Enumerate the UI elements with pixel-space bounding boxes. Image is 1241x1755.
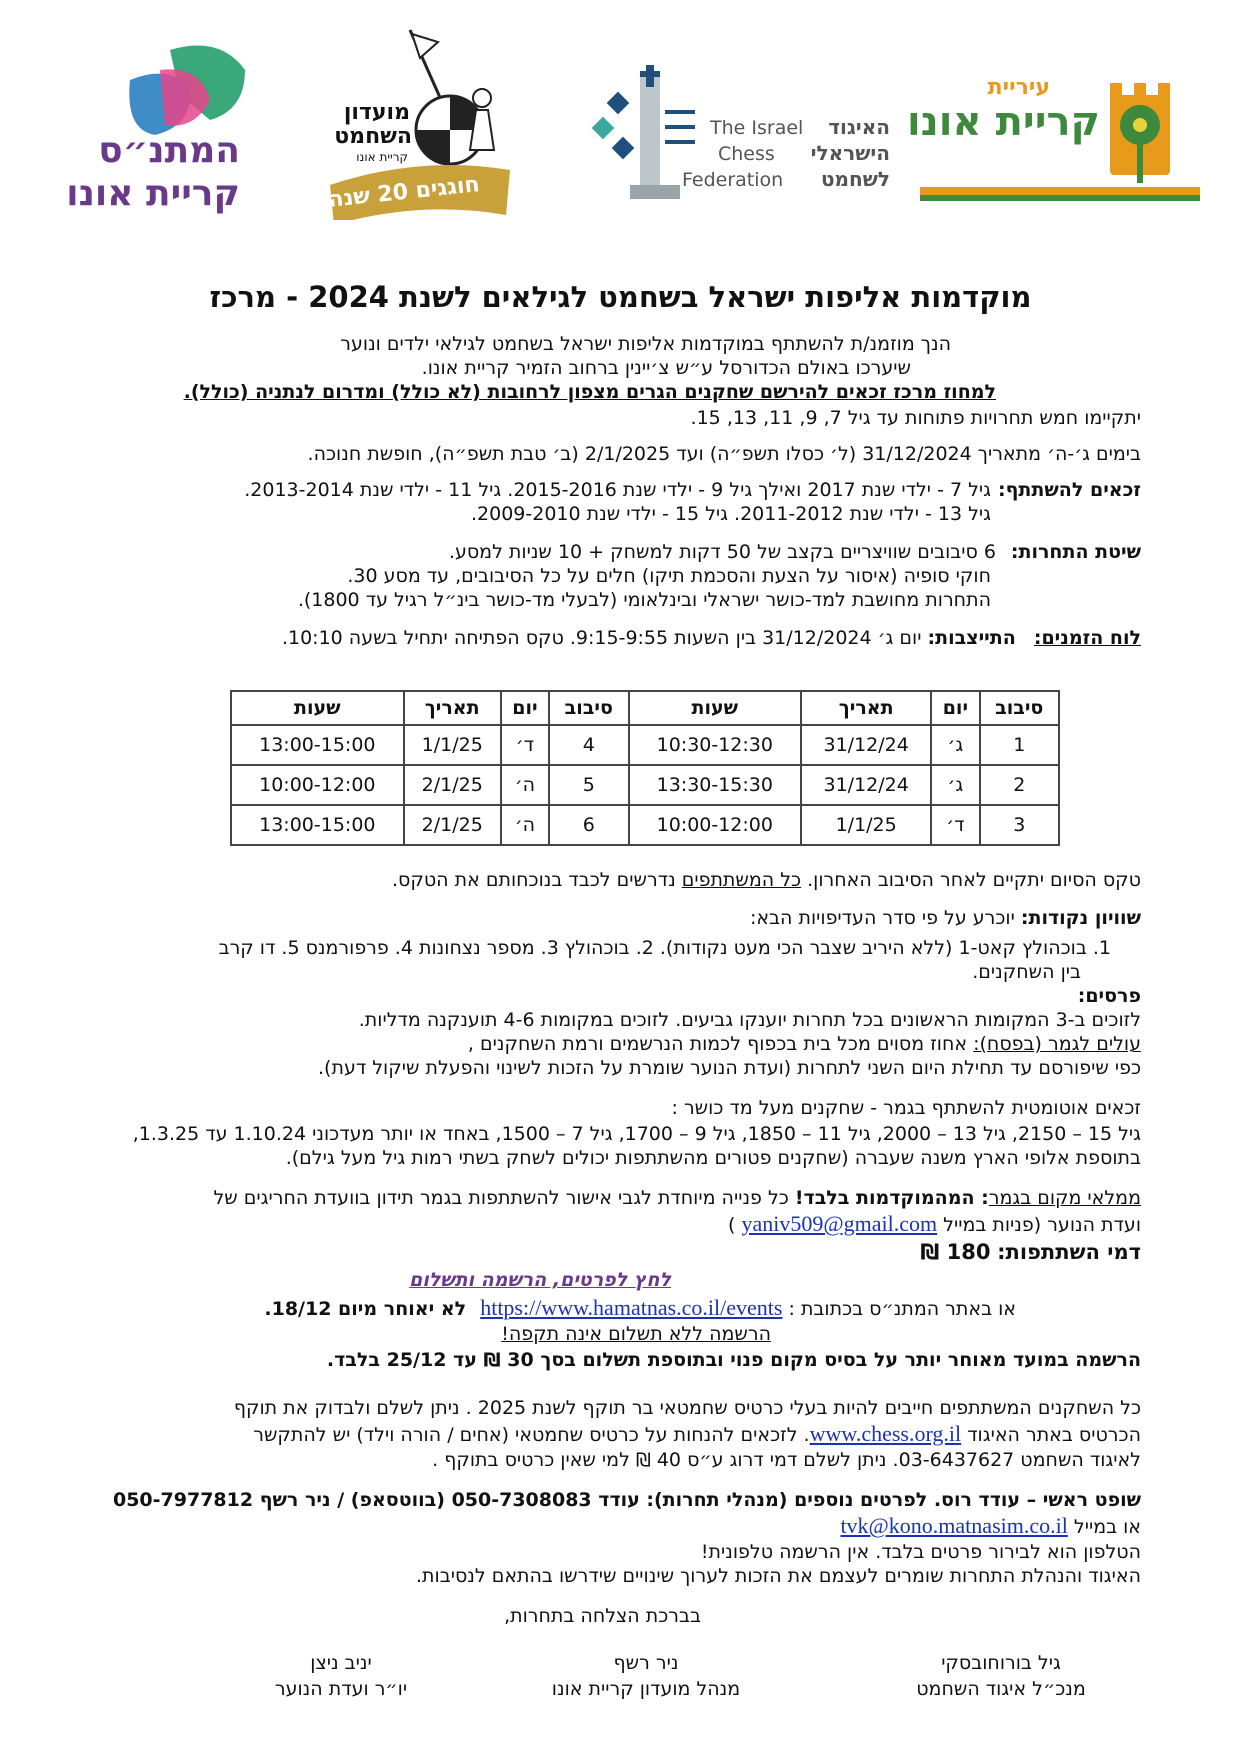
cell-hours: 10:00-12:00 [231, 765, 404, 805]
header-hours: שעות [231, 691, 404, 725]
register-deadline: לא יאוחר מיום 18/12. [264, 1298, 467, 1320]
federation-en1: The Israel [710, 117, 804, 139]
closing-line [392, 868, 1141, 892]
cell-round: 4 [549, 725, 628, 765]
prizes-line2b: אחוז מסוים מכל בית בכפוף לכמות הנרשמים ורמת השחקנים , [467, 1033, 974, 1055]
card-line3: לאיגוד השחמט 03-6437627. ניתן לשלם דמי דרוג ע״ס 40 ₪ למי שאין כרטיס בתוקף . [432, 1449, 1141, 1471]
eligible-line2: גיל 13 - ילדי שנת 2011-2012. גיל 15 - ילדי שנת 2009-2010. [471, 503, 991, 525]
contact-line4: האיגוד והנהלת התחרות שומרים לעצמם את הזכות לערוך שינויים שידרשו בהתאם לנסיבות. [416, 1565, 1141, 1587]
auto-line1: זכאים אוטומטית להשתתף בגמר - שחקנים מעל מד כושר : [671, 1097, 1141, 1119]
cell-day: ג׳ [931, 765, 979, 805]
cell-round: 5 [549, 765, 628, 805]
prizes-line3: כפי שיפורסם עד תחילת היום השני לתחרות (ועדת הנוער שומרת על הזכות לשינוי והפעלת שיקול דעת). [318, 1057, 1141, 1079]
contact-email-link[interactable]: tvk@kono.matnasim.co.il [840, 1513, 1068, 1538]
fee-label: דמי השתתפות: [997, 1240, 1141, 1264]
fill-d: ועדת הנוער (פניות במייל [943, 1214, 1141, 1236]
prizes-line1: לזוכים ב-3 המקומות הראשונים בכל תחרות יוענקו גביעים. לזוכים במקומות 4-6 תוענקנה מדליות. [358, 1009, 1141, 1031]
cell-day: ד׳ [931, 805, 979, 845]
eligible-label: זכאים להשתתף: [998, 479, 1141, 501]
signature-role: יו״ר ועדת הנוער [274, 1678, 408, 1700]
cell-round: 2 [980, 765, 1059, 805]
card-line2a: הכרטיס באתר האיגוד [967, 1424, 1141, 1446]
header-day: יום [931, 691, 979, 725]
fill-line [213, 1186, 1141, 1210]
method-line2: חוקי סופיה (איסור על הצעת והסכמת תיקו) חלים על כל הסיבובים, עד מסע 30. [347, 565, 991, 587]
matnas-events-link[interactable]: https://www.hamatnas.co.il/events [480, 1295, 783, 1320]
closing-a: טקס הסיום יתקיים לאחר הסיבוב האחרון. [807, 869, 1141, 891]
matnas-logo [66, 35, 270, 215]
matnas-line2: קריית אונו [66, 173, 240, 214]
youth-email-link[interactable]: yaniv509@gmail.com [741, 1211, 938, 1236]
cell-day: ה׳ [501, 765, 549, 805]
club-ribbon: חוגגים 20 שנה [327, 172, 481, 213]
register-nopay: הרשמה ללא תשלום אינה תקפה! [501, 1323, 771, 1345]
club-line2: השחמט [334, 124, 412, 149]
intro-line-1: הנך מוזמנ/ת להשתתף במוקדמות אליפות ישראל בשחמט לגילאי ילדים ונוער [340, 333, 951, 355]
cell-round: 3 [980, 805, 1059, 845]
kono-line2: קריית אונו [906, 99, 1100, 145]
cell-date: 31/12/24 [801, 765, 931, 805]
closing-c: נדרשים לכבד בנוכחותם את הטקס. [392, 869, 676, 891]
intro-line-3: למחוז מרכז זכאים להירשם שחקנים הגרים מצפון לרחובות (לא כולל) ומדרום לנתניה (כולל). [183, 381, 996, 403]
cell-hours: 10:00-12:00 [629, 805, 802, 845]
eligible-line1: גיל 7 - ילדי שנת 2017 ואילך גיל 9 - ילדי שנת 2015-2016. גיל 11 - ילדי שנת 2013-2014. [244, 479, 991, 501]
register-link[interactable]: לחץ לפרטים, הרשמה ותשלום [409, 1269, 671, 1291]
cell-day: ג׳ [931, 725, 979, 765]
cell-date: 1/1/25 [801, 805, 931, 845]
tiebreak-text: יוכרע על פי סדר העדיפויות הבא: [749, 907, 1015, 929]
federation-logo [590, 65, 890, 205]
table-row [231, 805, 1059, 845]
method-line1: 6 סיבובים שוויצריים בקצב של 50 דקות למשחק + 10 שניות למסע. [448, 541, 996, 563]
cell-date: 1/1/25 [404, 725, 501, 765]
header-day: יום [501, 691, 549, 725]
intro-line-2: שיערכו באולם הכדורסל ע״ש צ׳יינין ברחוב הזמיר קריית אונו. [421, 357, 911, 379]
cell-day: ד׳ [501, 725, 549, 765]
signature-1 [871, 1650, 1131, 1702]
chess-org-link[interactable]: www.chess.org.il [809, 1421, 962, 1446]
timetable-line [282, 626, 1141, 650]
signature-name: גיל בורוחובסקי [941, 1652, 1061, 1674]
fill-b: : המהמוקדמות בלבד! [794, 1187, 989, 1209]
federation-en2: Chess [718, 143, 775, 165]
prizes-label: פרסים: [1077, 985, 1141, 1007]
register-site-line [264, 1296, 1016, 1321]
method-label: שיטת התחרות: [1010, 541, 1141, 563]
timetable-text: יום ג׳ 31/12/2024 בין השעות 9:15-9:55. טקס הפתיחה יתחיל בשעה 10:10. [281, 627, 922, 649]
prizes-line2 [468, 1032, 1141, 1056]
logo-strip [0, 20, 1241, 220]
cell-round: 6 [549, 805, 628, 845]
cell-day: ה׳ [501, 805, 549, 845]
schedule-table [230, 690, 1060, 846]
header-date: תאריך [404, 691, 501, 725]
card-line1: כל השחקנים המשתתפים חייבים להיות בעלי כרטיס שחמטאי בר תוקף לשנת 2025 . ניתן לשלם ולבדוק את תוקף [233, 1397, 1141, 1419]
header-round: סיבוב [980, 691, 1059, 725]
kono-line1: עיריית [987, 75, 1050, 100]
club-logo [320, 20, 520, 220]
blessing: בברכת הצלחה בתחרות, [504, 1605, 701, 1627]
matnas-line1: המתנ״ס [98, 130, 240, 171]
register-orsite: או באתר המתנ״ס בכתובת : [788, 1298, 1016, 1320]
header-hours: שעות [629, 691, 802, 725]
card-line2 [253, 1422, 1141, 1447]
signature-name: יניב ניצן [310, 1652, 372, 1674]
club-line3: קריית אונו [356, 150, 408, 164]
closing-b: כל המשתתפים [681, 869, 802, 891]
table-row [231, 725, 1059, 765]
federation-heb1: האיגוד [828, 115, 890, 139]
cell-round: 1 [980, 725, 1059, 765]
kono-logo [906, 75, 1200, 205]
cell-date: 31/12/24 [801, 725, 931, 765]
card-line2b: . לזכאים להנחות על כרטיס שחמטאי (אחים / הורה וילד) יש להתקשר [253, 1424, 810, 1446]
auto-line3: בתוספת אלופי הארץ משנה שעברה (שחקנים פטורים מהשתתפות יכולים לשחק בשתי רמות גיל מעל גילם). [285, 1147, 1141, 1169]
federation-heb2: הישראלי [810, 141, 890, 165]
tiebreak-line2: בין השחקנים. [972, 961, 1081, 983]
matnas-shapes-icon [70, 35, 270, 145]
signature-2 [516, 1650, 776, 1702]
cell-date: 2/1/25 [404, 805, 501, 845]
contact-line1: שופט ראשי – עודד רוס. לפרטים נוספים (מנהלי תחרות): עודד 050-7308083 (בווטסאפ) / ניר רשף 050-7977812 [112, 1489, 1141, 1511]
tiebreak-line [750, 906, 1141, 930]
signature-role: מנהל מועדון קריית אונו [551, 1678, 741, 1700]
fee-value: 180 ₪ [920, 1240, 991, 1264]
register-late: הרשמה במועד מאוחר יותר על בסיס מקום פנוי ובתוספת תשלום בסך 30 ₪ עד 25/12 בלבד. [326, 1349, 1141, 1371]
method-line3: התחרות מחושבת למד-כושר ישראלי ובינלאומי (לבעלי מד-כושר בינ״ל רגיל עד 1800). [297, 589, 991, 611]
prizes-line2a: עולים לגמר (בפסח): [973, 1033, 1141, 1055]
contact-line2 [840, 1514, 1141, 1539]
contact-line2a: או במייל [1073, 1516, 1141, 1538]
schedule-header-row [231, 691, 1059, 725]
auto-line2: גיל 15 – 2150, גיל 13 – 2000, גיל 11 – 1850, גיל 9 – 1700, גיל 7 – 1500, באחד או יותר מעדכוני 1.10.24 עד 1.3.25, [132, 1123, 1141, 1145]
contact-line3: הטלפון הוא לבירור פרטים בלבד. אין הרשמה טלפונית! [700, 1541, 1141, 1563]
signature-role: מנכ״ל איגוד השחמט [916, 1678, 1086, 1700]
cell-date: 2/1/25 [404, 765, 501, 805]
federation-heb3: לשחמט [820, 167, 890, 191]
fill-c: כל פנייה מיוחדת לגבי אישור להשתתפות בגמר תידון בוועדת החריגים של [213, 1187, 795, 1209]
fee-line [920, 1240, 1141, 1264]
fill-e: ) [728, 1214, 736, 1236]
fill-line2 [728, 1212, 1141, 1237]
tiebreak-label: שוויון נקודות: [1020, 907, 1141, 929]
dates-line: בימים ג׳-ה׳ מתאריך 31/12/2024 (ל׳ כסלו תשפ״ה) ועד 2/1/2025 (ב׳ טבת תשפ״ה), חופשת חנוכה. [307, 443, 1141, 465]
table-row [231, 765, 1059, 805]
tiebreak-line1: 1. בוכהולץ קאט-1 (ללא היריב שצבר הכי מעט נקודות). 2. בוכהולץ 3. מספר נצחונות 4. פרפורמנס 5. דו קרב [218, 937, 1111, 959]
signature-name: ניר רשף [613, 1652, 679, 1674]
cell-hours: 13:30-15:30 [629, 765, 802, 805]
federation-en3: Federation [682, 169, 784, 191]
club-line1: מועדון [343, 100, 410, 125]
header-date: תאריך [801, 691, 931, 725]
timetable-label: לוח הזמנים: [1033, 627, 1141, 649]
cell-hours: 13:00-15:00 [231, 805, 404, 845]
header-round: סיבוב [549, 691, 628, 725]
page-title: מוקדמות אליפות ישראל בשחמט לגילאים לשנת 2024 - מרכז [209, 280, 1032, 314]
cell-hours: 13:00-15:00 [231, 725, 404, 765]
intro-line-4: יתקיימו חמש תחרויות פתוחות עד גיל 7, 9, 11, 13, 15. [690, 407, 1141, 429]
fill-a: ממלאי מקום בגמר [988, 1187, 1141, 1209]
signature-3 [211, 1650, 471, 1702]
cell-hours: 10:30-12:30 [629, 725, 802, 765]
timetable-sub: התייצבות: [927, 627, 1016, 649]
